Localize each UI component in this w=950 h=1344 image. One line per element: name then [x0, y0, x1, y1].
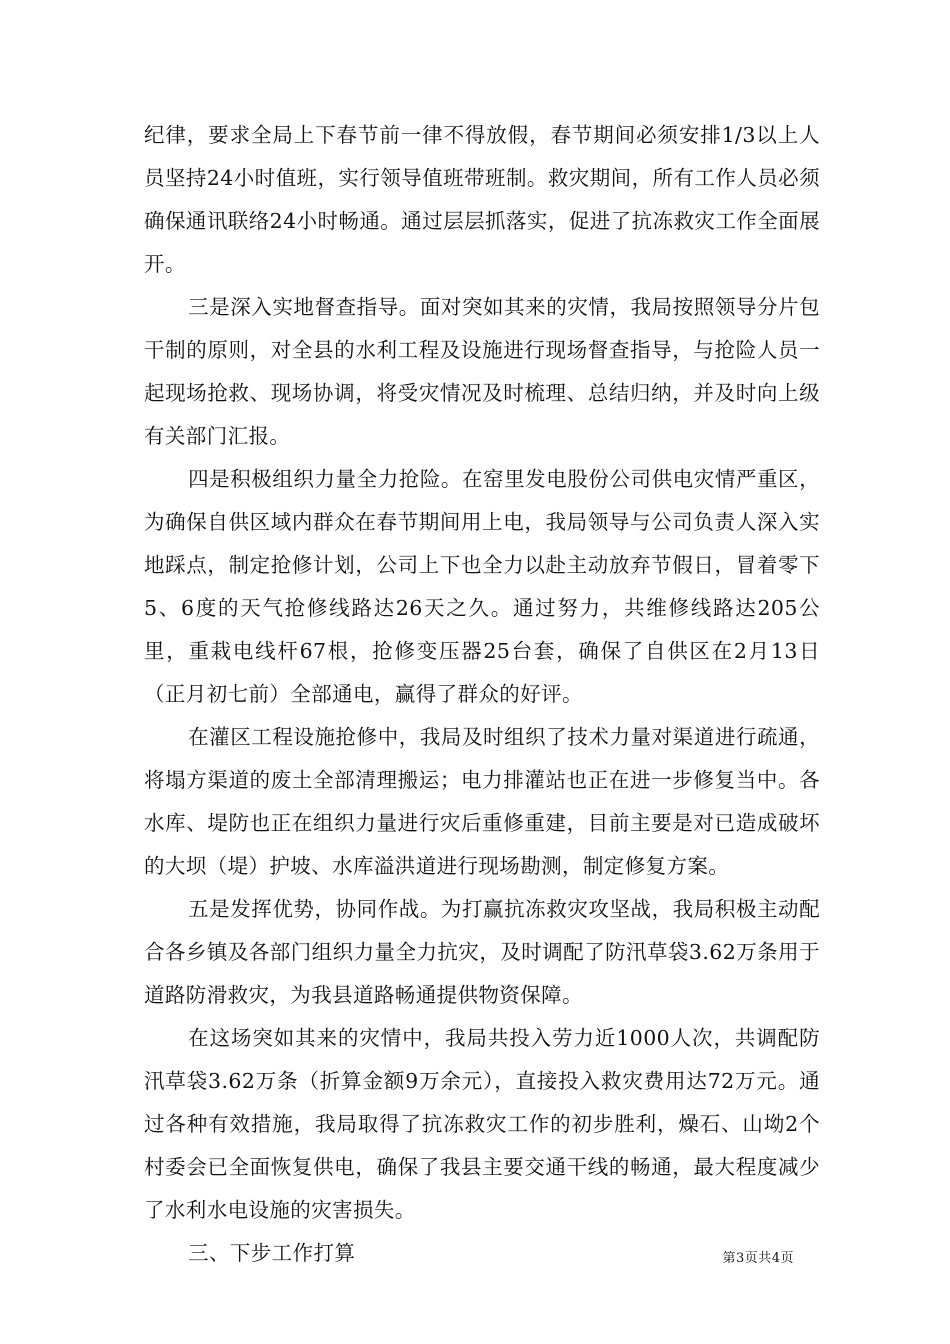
- paragraph-1: 纪律，要求全局上下春节前一律不得放假，春节期间必须安排1/3以上人员坚持24小时值班，实行领导值班带班制。救灾期间，所有工作人员必须确保通讯联络24小时畅通。通过层层抓落实，促进了抗冻救灾工作全面展开。: [144, 123, 820, 276]
- section-heading: 三、下步工作打算: [188, 1241, 356, 1265]
- paragraph-3: 四是积极组织力量全力抢险。在窑里发电股份公司供电灾情严重区，为确保自供区域内群众在春节期间用上电，我局领导与公司负责人深入实地踩点，制定抢修计划，公司上下也全力以赴主动放弃节假日，冒着零下5、6度的天气抢修线路达26天之久。通过努力，共维修线路达205公里，重栽电线杆67根，抢修变压器25台套，确保了自供区在2月13日（正月初七前）全部通电，赢得了群众的好评。: [144, 467, 820, 706]
- paragraph-2: 三是深入实地督查指导。面对突如其来的灾情，我局按照领导分片包干制的原则，对全县的水利工程及设施进行现场督查指导，与抢险人员一起现场抢救、现场协调，将受灾情况及时梳理、总结归纳，并及时向上级有关部门汇报。: [144, 295, 820, 448]
- paragraph-4: 在灌区工程设施抢修中，我局及时组织了技术力量对渠道进行疏通，将塌方渠道的废土全部清理搬运；电力排灌站也正在进一步修复当中。各水库、堤防也正在组织力量进行灾后重修重建，目前主要是对已造成破坏的大坝（堤）护坡、水库溢洪道进行现场勘测，制定修复方案。: [144, 725, 820, 878]
- paragraph-6: 在这场突如其来的灾情中，我局共投入劳力近1000人次，共调配防汛草袋3.62万条（折算金额9万余元），直接投入救灾费用达72万元。通过各种有效措施，我局取得了抗冻救灾工作的初步胜利，燥石、山坳2个村委会已全面恢复供电，确保了我县主要交通干线的畅通，最大程度减少了水利水电设施的灾害损失。: [144, 1026, 820, 1222]
- paragraph-5: 五是发挥优势，协同作战。为打赢抗冻救灾攻坚战，我局积极主动配合各乡镇及各部门组织力量全力抗灾，及时调配了防汛草袋3.62万条用于道路防滑救灾，为我县道路畅通提供物资保障。: [144, 897, 820, 1007]
- document-body: [144, 114, 820, 1275]
- page-number-footer: 第3页共4页: [722, 1251, 794, 1266]
